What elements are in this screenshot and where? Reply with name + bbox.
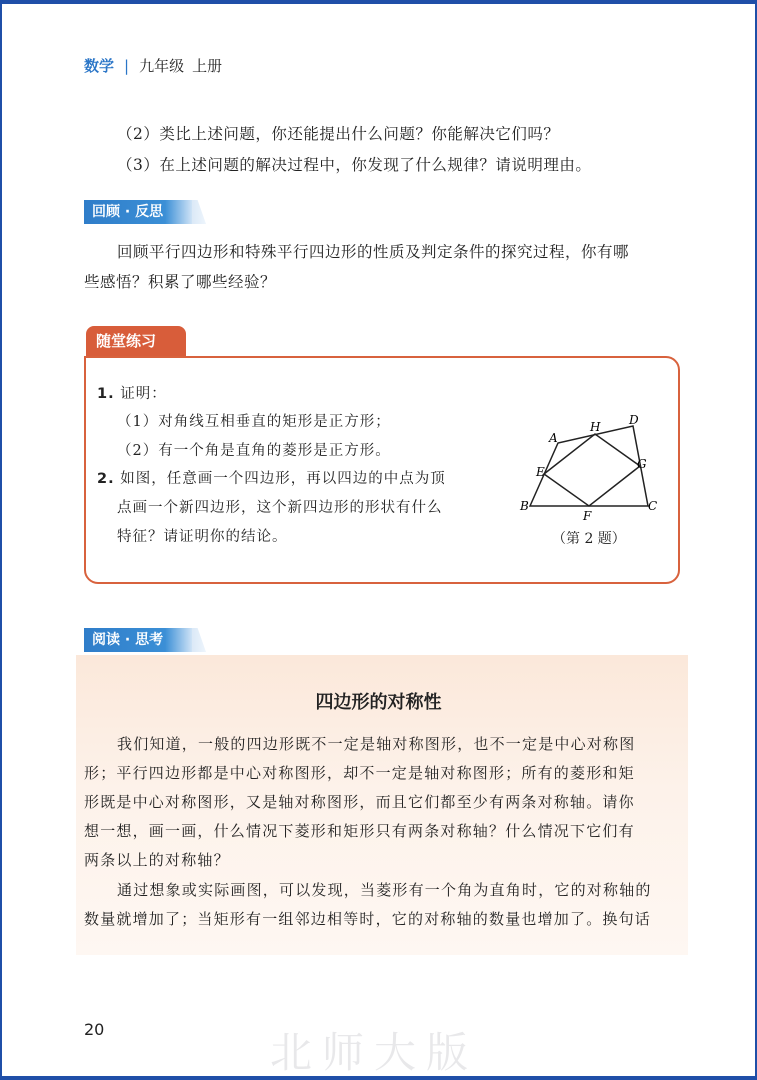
item-1-sub-1: （1）对角线互相垂直的矩形是正方形； [117,414,391,430]
page-frame-top [0,0,757,4]
page-header [84,55,222,76]
question-2: （2）类比上述问题，你还能提出什么问题？你能解决它们吗？ [117,125,560,143]
reading-line-6: 通过想象或实际画图，可以发现，当菱形有一个角为直角时，它的对称轴的 [117,881,652,899]
header-volume: 上册 [192,57,223,75]
header-grade: 九年级 [139,57,185,75]
figure-caption: （第 2 题） [552,531,626,547]
item-1-number: 1. [97,386,115,402]
item-1-sub-2: （2）有一个角是直角的菱形是正方形。 [117,443,391,459]
item-2-number: 2. [97,471,115,487]
page-frame-left [0,0,2,1080]
reading-line-5: 两条以上的对称轴？ [84,851,230,869]
practice-item-2 [97,466,446,492]
reading-line-4: 想一想，画一画，什么情况下菱形和矩形只有两条对称轴？什么情况下它们有 [84,822,635,840]
practice-tag: 随堂练习 [86,326,186,356]
reading-tag: 阅读 · 思考 [84,628,192,652]
item-1-text: 证明： [120,386,167,402]
header-separator: | [124,57,130,75]
reading-line-2: 形；平行四边形都是中心对称图形，却不一定是轴对称图形；所有的菱形和矩 [84,764,635,782]
item-2-line-3: 特征？请证明你的结论。 [117,529,288,545]
label-H: H [590,420,601,434]
label-C: C [648,499,658,513]
label-E: E [536,465,545,479]
reading-line-1: 我们知道，一般的四边形既不一定是轴对称图形，也不一定是中心对称图 [117,735,636,753]
reading-line-7: 数量就增加了；当矩形有一组邻边相等时，它的对称轴的数量也增加了。换句话 [84,910,652,928]
label-A: A [549,431,558,445]
review-tag: 回顾 · 反思 [84,200,192,224]
midpoint-quadrilateral [544,434,640,506]
review-line-1: 回顾平行四边形和特殊平行四边形的性质及判定条件的探究过程，你有哪 [117,243,630,261]
practice-item-1 [97,381,167,407]
reading-title: 四边形的对称性 [315,692,442,713]
quadrilateral-figure [510,410,670,520]
header-subject: 数学 [84,57,115,75]
item-2-line-2: 点画一个新四边形，这个新四边形的形状有什么 [117,500,443,516]
publisher-watermark: 北师大版 [270,1028,479,1077]
label-B: B [520,499,529,513]
review-line-2: 些感悟？积累了哪些经验？ [84,273,277,291]
label-G: G [637,457,647,471]
reading-line-3: 形既是中心对称图形，又是轴对称图形，而且它们都至少有两条对称轴。请你 [84,793,635,811]
question-3: （3）在上述问题的解决过程中，你发现了什么规律？请说明理由。 [117,156,592,174]
label-F: F [583,509,592,520]
item-2-line-1: 如图，任意画一个四边形，再以四边的中点为顶 [120,471,446,487]
page-number: 20 [84,1020,105,1039]
label-D: D [629,413,639,427]
